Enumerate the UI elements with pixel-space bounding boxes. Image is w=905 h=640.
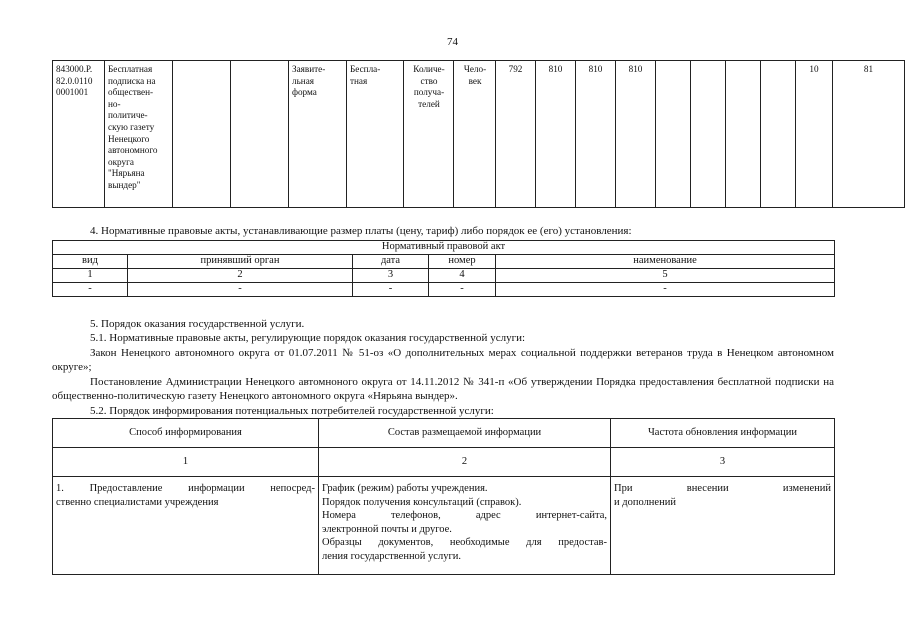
service-cell-14 <box>691 61 726 208</box>
service-payment: Беспла- тная <box>347 61 404 208</box>
service-form: Заявите- льная форма <box>289 61 347 208</box>
column-header: принявший орган <box>128 255 353 269</box>
service-value-5: 10 <box>796 61 833 208</box>
section4-heading: 4. Нормативные правовые акты, устанавливающие размер платы (цену, тариф) либо порядок ее (его) установления: <box>90 225 632 237</box>
section5-heading: 5. Порядок оказания государственной услуги. <box>90 318 305 330</box>
normative-acts-index-row <box>53 269 835 283</box>
service-value-3: 810 <box>576 61 616 208</box>
informing-header-row <box>53 419 835 448</box>
normative-acts-title: Нормативный правовой акт <box>53 241 835 255</box>
table-cell: - <box>429 283 496 297</box>
column-header: дата <box>353 255 429 269</box>
column-index: 3 <box>611 448 835 477</box>
page-number: 74 <box>447 36 458 48</box>
service-unit: Чело- век <box>454 61 496 208</box>
service-cell-4 <box>231 61 289 208</box>
informing-content-line: ления государственной услуги. <box>322 550 462 562</box>
service-value-2: 810 <box>536 61 576 208</box>
column-index: 2 <box>319 448 611 477</box>
service-cell-3 <box>173 61 231 208</box>
informing-frequency-line: и дополнений <box>614 496 676 508</box>
column-index: 3 <box>353 269 429 283</box>
column-header: вид <box>53 255 128 269</box>
informing-index-row <box>53 448 835 477</box>
table-cell: - <box>353 283 429 297</box>
table-row <box>53 283 835 297</box>
normative-acts-table <box>52 240 835 297</box>
informing-method-cell <box>53 477 319 575</box>
table-cell: - <box>496 283 835 297</box>
informing-content-line: Образцы документов, необходимые для предостав- <box>322 537 607 548</box>
service-code: 843000.Р. 82.0.0110 0001001 <box>53 61 105 208</box>
service-cell-16 <box>761 61 796 208</box>
column-header: номер <box>429 255 496 269</box>
table-cell: - <box>128 283 353 297</box>
column-header: Состав размещаемой информации <box>319 419 611 448</box>
column-header: Способ информирования <box>53 419 319 448</box>
informing-frequency-line: При внесении изменений <box>614 483 831 494</box>
service-row <box>53 61 905 208</box>
service-value-4: 810 <box>616 61 656 208</box>
column-header: Частота обновления информации <box>611 419 835 448</box>
normative-acts-header-row <box>53 255 835 269</box>
column-index: 1 <box>53 269 128 283</box>
informing-content-line: График (режим) работы учреждения. <box>322 483 488 494</box>
informing-content-line: Порядок получения консультаций (справок). <box>322 496 522 508</box>
service-value-6: 81 <box>833 61 905 208</box>
table-row <box>53 477 835 575</box>
informing-table <box>52 418 835 575</box>
service-indicator: Количе- ство получа- телей <box>404 61 454 208</box>
section5-1-heading: 5.1. Нормативные правовые акты, регулирующие порядок оказания государственной услуги: <box>90 332 526 344</box>
section5-2-heading: 5.2. Порядок информирования потенциальных потребителей государственной услуги: <box>90 405 494 417</box>
service-name: Бесплатная подписка на обществен- но- политиче- скую газету Ненецкого автономного округа "Нярьяна вындер" <box>105 61 173 208</box>
table-cell: - <box>53 283 128 297</box>
informing-method-line: ственно специалистами учреждения <box>56 496 219 508</box>
column-index: 5 <box>496 269 835 283</box>
informing-method-line: 1. Предоставление информации непосред- <box>56 483 315 494</box>
service-value-1: 792 <box>496 61 536 208</box>
decree-text: Постановление Администрации Ненецкого автомнoного округа от 14.11.2012 № 341-п «Об утверждении Порядка предоставления бесплатной подписки на общественно-политическую газету Ненецкого автономного округа «Нярьяна вындер». <box>52 376 834 402</box>
service-indicators-table <box>52 60 905 208</box>
column-header: наименование <box>496 255 835 269</box>
column-index: 2 <box>128 269 353 283</box>
law-text: Закон Ненецкого автономного округа от 01.07.2011 № 51-оз «О дополнительных мерах социальной поддержки ветеранов труда в Ненецком автономном округе»; <box>52 347 834 373</box>
service-cell-15 <box>726 61 761 208</box>
column-index: 1 <box>53 448 319 477</box>
informing-content-cell <box>319 477 611 575</box>
informing-content-line: Номера телефонов, адрес интернет-сайта, <box>322 510 607 521</box>
column-index: 4 <box>429 269 496 283</box>
informing-frequency-cell <box>611 477 835 575</box>
service-cell-13 <box>656 61 691 208</box>
informing-content-line: электронной почты и другое. <box>322 523 452 535</box>
